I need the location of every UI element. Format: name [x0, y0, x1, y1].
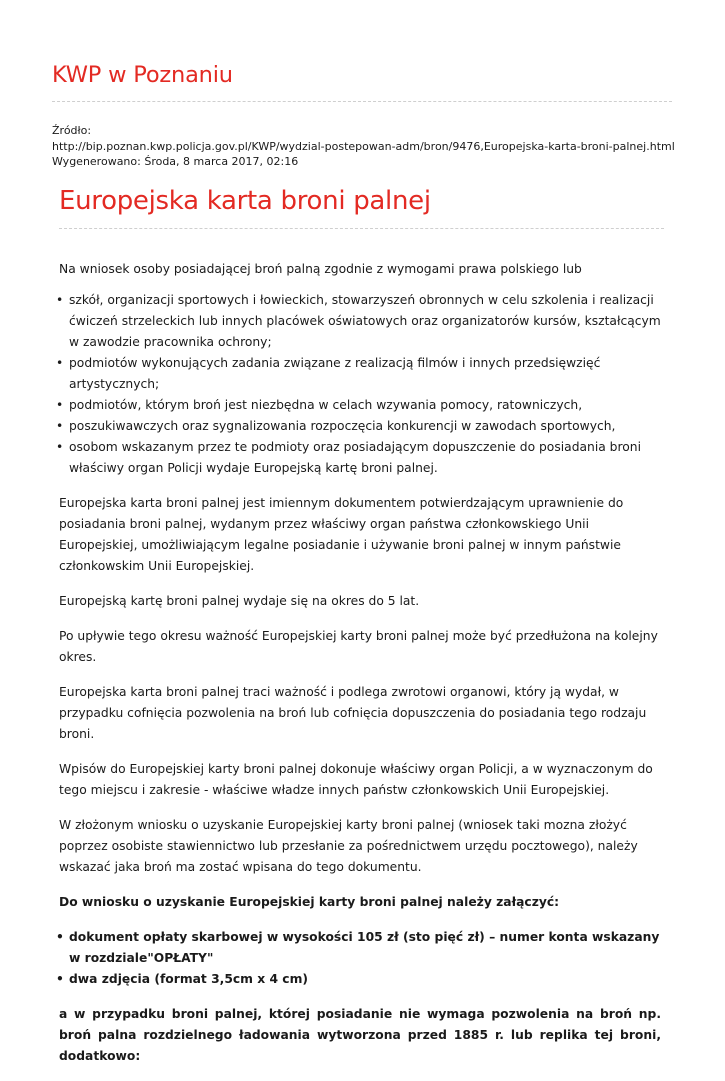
attachments-list: [59, 927, 661, 990]
list-item: • podmiotów, którym broń jest niezbędna w celach wzywania pomocy, ratowniczych,: [59, 395, 661, 416]
entity-list: [59, 290, 661, 479]
list-item: • osobom wskazanym przez te podmioty oraz posiadającym dopuszczenie do posiadania broni właściwy organ Policji wydaje Europejską kartę broni palnej.: [59, 437, 661, 479]
page-title: Europejska karta broni palnej: [59, 186, 431, 216]
source-label: Źródło:: [52, 124, 92, 137]
intro-paragraph: Na wniosek osoby posiadającej broń palną zgodnie z wymogami prawa polskiego lub: [59, 262, 582, 276]
list-item: • poszukiwawczych oraz sygnalizowania rozpoczęcia konkurencji w zawodach sportowych,: [59, 416, 661, 437]
attachments-heading: Do wniosku o uzyskanie Europejskiej karty broni palnej należy załączyć:: [59, 895, 560, 909]
article-content: [59, 259, 661, 1081]
list-item: • szkół, organizacji sportowych i łowieckich, stowarzyszeń obronnych w celu szkolenia i realizacji ćwiczeń strzeleckich lub innych placówek oświatowych oraz organizatorów kursów, kształcącym w zawodzie pracownika ochrony;: [59, 290, 661, 353]
header-divider: [52, 101, 672, 102]
site-title: KWP w Poznaniu: [52, 62, 233, 88]
generated-date: Wygenerowano: Środa, 8 marca 2017, 02:16: [52, 155, 299, 168]
paragraph: Wpisów do Europejskiej karty broni palnej dokonuje właściwy organ Policji, a w wyznaczonym do tego miejscu i zakresie - właściwe władze innych państw członkowskich Unii Europejskiej.: [59, 762, 653, 797]
source-url[interactable]: http://bip.poznan.kwp.policja.gov.pl/KWP/wydzial-postepowan-adm/bron/9476,Europejska-karta-broni-palnej.html: [52, 139, 675, 153]
paragraph: W złożonym wniosku o uzyskanie Europejskiej karty broni palnej (wniosek taki mozna złożyć poprzez osobiste stawiennictwo lub przesłanie za pośrednictwem urzędu pocztowego), należy wskazać jaka broń ma zostać wpisana do tego dokumentu.: [59, 818, 638, 874]
paragraph: Europejską kartę broni palnej wydaje się na okres do 5 lat.: [59, 594, 420, 608]
list-item: • dwa zdjęcia (format 3,5cm x 4 cm): [59, 969, 661, 990]
paragraph: Europejska karta broni palnej jest imiennym dokumentem potwierdzającym uprawnienie do posiadania broni palnej, wydanym przez właściwy organ państwa członkowskiego Unii Europejskiej, umożliwiającym legalne posiadanie i używanie broni palnej w innym państwie członkowskim Unii Europejskiej.: [59, 496, 624, 573]
paragraph: Po upływie tego okresu ważność Europejskiej karty broni palnej może być przedłużona na kolejny okres.: [59, 629, 658, 664]
paragraph: Europejska karta broni palnej traci ważność i podlega zwrotowi organowi, który ją wydał, w przypadku cofnięcia pozwolenia na broń lub cofnięcia dopuszczenia do posiadania tego rodzaju broni.: [59, 685, 647, 741]
title-divider: [59, 228, 664, 229]
list-item: • podmiotów wykonujących zadania związane z realizacją filmów i innych przedsięwzięć artystycznych;: [59, 353, 661, 395]
final-paragraph: a w przypadku broni palnej, której posiadanie nie wymaga pozwolenia na broń np. broń palna rozdzielnego ładowania wytworzona przed 1885 r. lub replika tej broni, dodatkowo:: [59, 1007, 661, 1063]
list-item: • dokument opłaty skarbowej w wysokości 105 zł (sto pięć zł) – numer konta wskazany w rozdziale"OPŁATY": [59, 927, 661, 969]
source-meta: [52, 123, 712, 170]
